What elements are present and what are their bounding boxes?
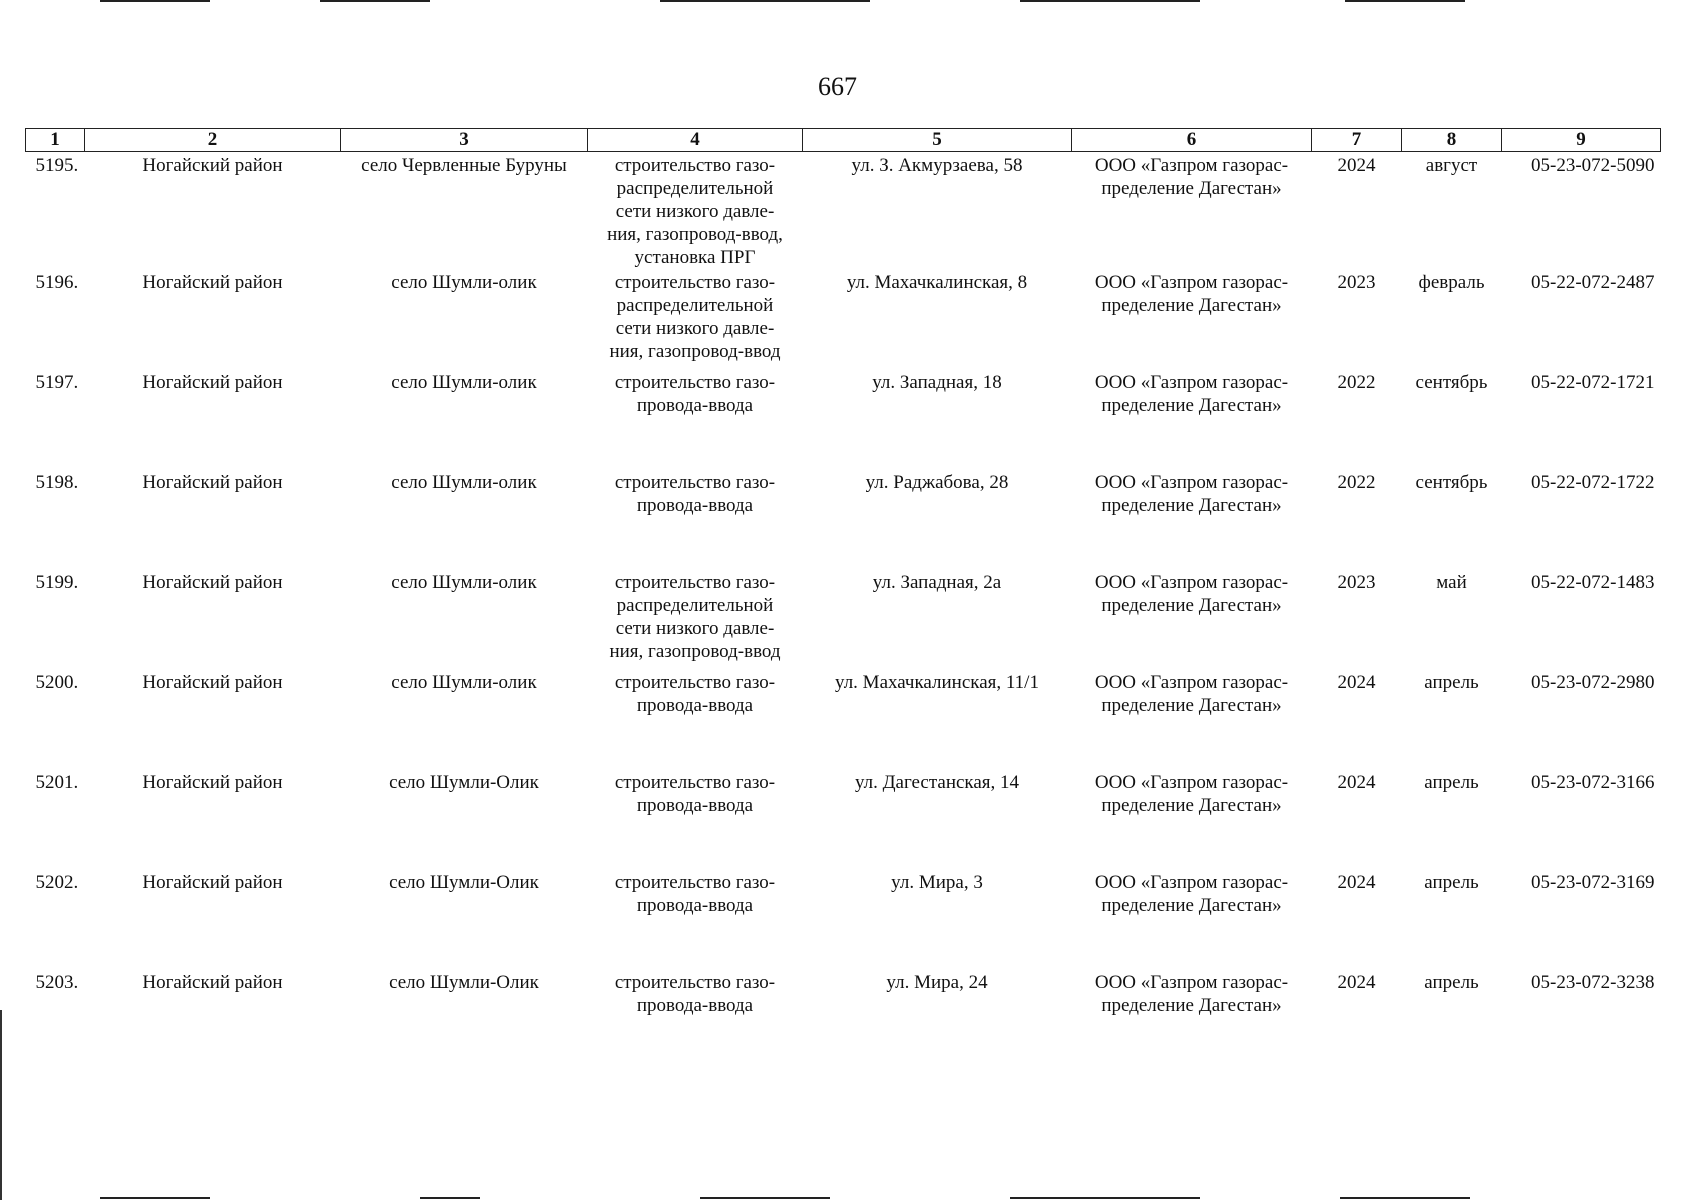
code-cell: 05-23-072-3166 xyxy=(1531,772,1655,793)
organization-cell: ООО «Газпром газорас- пределение Дагестан» xyxy=(1094,872,1289,916)
district-cell: Ногайский район xyxy=(142,155,283,176)
settlement-cell: село Шумли-Олик xyxy=(389,972,539,993)
work-description-cell: строительство газо- распределительной сети низкого давле- ния, газопровод-ввод, установка ПРГ xyxy=(607,155,783,268)
column-header-7: 7 xyxy=(1312,129,1402,152)
month-cell: май xyxy=(1436,572,1467,593)
header-row xyxy=(26,129,1661,152)
district-cell: Ногайский район xyxy=(142,272,283,293)
row-number: 5198. xyxy=(35,472,79,493)
district-cell: Ногайский район xyxy=(142,972,283,993)
month-cell: февраль xyxy=(1418,272,1485,293)
scan-artifact-top-3 xyxy=(660,0,870,2)
table-row xyxy=(26,469,1661,569)
code-cell: 05-23-072-2980 xyxy=(1531,672,1655,693)
registry-table xyxy=(25,128,1661,1069)
code-cell: 05-22-072-2487 xyxy=(1531,272,1655,293)
code-cell: 05-22-072-1721 xyxy=(1531,372,1655,393)
column-header-2: 2 xyxy=(85,129,341,152)
year-cell: 2024 xyxy=(1337,155,1376,176)
scan-artifact-top-2 xyxy=(320,0,430,2)
page-number: 667 xyxy=(818,72,857,101)
work-description-cell: строительство газо- провода-ввода xyxy=(614,372,776,416)
month-cell: сентябрь xyxy=(1415,372,1488,393)
year-cell: 2022 xyxy=(1337,372,1376,393)
table-row xyxy=(26,152,1661,270)
column-header-5: 5 xyxy=(803,129,1072,152)
table-row xyxy=(26,769,1661,869)
organization-cell: ООО «Газпром газорас- пределение Дагестан» xyxy=(1094,972,1289,1016)
table-row xyxy=(26,269,1661,369)
address-cell: ул. Западная, 18 xyxy=(872,372,1002,393)
address-cell: ул. Махачкалинская, 11/1 xyxy=(835,672,1039,693)
year-cell: 2024 xyxy=(1337,772,1376,793)
work-description-cell: строительство газо- провода-ввода xyxy=(614,472,776,516)
district-cell: Ногайский район xyxy=(142,372,283,393)
work-description-cell: строительство газо- провода-ввода xyxy=(614,872,776,916)
address-cell: ул. Дагестанская, 14 xyxy=(854,772,1020,793)
settlement-cell: село Шумли-олик xyxy=(391,572,537,593)
scan-artifact-bottom-2 xyxy=(420,1197,480,1199)
table-row xyxy=(26,569,1661,669)
month-cell: апрель xyxy=(1424,672,1479,693)
scan-artifact-top-1 xyxy=(100,0,210,2)
work-description-cell: строительство газо- провода-ввода xyxy=(614,672,776,716)
organization-cell: ООО «Газпром газорас- пределение Дагестан» xyxy=(1094,372,1289,416)
district-cell: Ногайский район xyxy=(142,672,283,693)
scan-artifact-top-4 xyxy=(1020,0,1200,2)
column-header-1: 1 xyxy=(26,129,85,152)
district-cell: Ногайский район xyxy=(142,572,283,593)
organization-cell: ООО «Газпром газорас- пределение Дагестан» xyxy=(1094,472,1289,516)
work-description-cell: строительство газо- провода-ввода xyxy=(614,972,776,1016)
year-cell: 2024 xyxy=(1337,672,1376,693)
table-row xyxy=(26,369,1661,469)
code-cell: 05-23-072-3169 xyxy=(1531,872,1655,893)
settlement-cell: село Червленные Буруны xyxy=(361,155,567,176)
table-row xyxy=(26,669,1661,769)
row-number: 5200. xyxy=(35,672,79,693)
row-number: 5195. xyxy=(35,155,79,176)
settlement-cell: село Шумли-Олик xyxy=(389,872,539,893)
row-number: 5202. xyxy=(35,872,79,893)
settlement-cell: село Шумли-олик xyxy=(391,472,537,493)
column-header-6: 6 xyxy=(1072,129,1312,152)
year-cell: 2023 xyxy=(1337,272,1376,293)
settlement-cell: село Шумли-олик xyxy=(391,672,537,693)
month-cell: апрель xyxy=(1424,772,1479,793)
scan-artifact-left-edge xyxy=(0,1010,2,1200)
column-header-4: 4 xyxy=(588,129,803,152)
scan-artifact-bottom-1 xyxy=(100,1197,210,1199)
month-cell: август xyxy=(1425,155,1478,176)
table-row xyxy=(26,869,1661,969)
settlement-cell: село Шумли-олик xyxy=(391,272,537,293)
scan-artifact-top-5 xyxy=(1345,0,1465,2)
address-cell: ул. Махачкалинская, 8 xyxy=(846,272,1028,293)
district-cell: Ногайский район xyxy=(142,772,283,793)
month-cell: апрель xyxy=(1424,972,1479,993)
code-cell: 05-23-072-3238 xyxy=(1531,972,1655,993)
organization-cell: ООО «Газпром газорас- пределение Дагестан» xyxy=(1094,272,1289,316)
column-header-3: 3 xyxy=(341,129,588,152)
year-cell: 2023 xyxy=(1337,572,1376,593)
month-cell: сентябрь xyxy=(1415,472,1488,493)
scan-artifact-bottom-4 xyxy=(1010,1197,1200,1199)
district-cell: Ногайский район xyxy=(142,872,283,893)
work-description-cell: строительство газо- распределительной сети низкого давле- ния, газопровод-ввод xyxy=(609,572,781,662)
work-description-cell: строительство газо- распределительной сети низкого давле- ния, газопровод-ввод xyxy=(609,272,781,362)
row-number: 5196. xyxy=(35,272,79,293)
address-cell: ул. Западная, 2а xyxy=(872,572,1002,593)
column-header-9: 9 xyxy=(1502,129,1661,152)
row-number: 5197. xyxy=(35,372,79,393)
settlement-cell: село Шумли-олик xyxy=(391,372,537,393)
organization-cell: ООО «Газпром газорас- пределение Дагестан» xyxy=(1094,572,1289,616)
row-number: 5203. xyxy=(35,972,79,993)
organization-cell: ООО «Газпром газорас- пределение Дагестан» xyxy=(1094,672,1289,716)
address-cell: ул. Раджабова, 28 xyxy=(865,472,1009,493)
code-cell: 05-22-072-1483 xyxy=(1531,572,1655,593)
address-cell: ул. Мира, 3 xyxy=(891,872,983,893)
organization-cell: ООО «Газпром газорас- пределение Дагестан» xyxy=(1094,155,1289,199)
organization-cell: ООО «Газпром газорас- пределение Дагестан» xyxy=(1094,772,1289,816)
address-cell: ул. Мира, 24 xyxy=(886,972,988,993)
table-row xyxy=(26,969,1661,1069)
scan-artifact-bottom-3 xyxy=(700,1197,830,1199)
code-cell: 05-23-072-5090 xyxy=(1531,155,1655,176)
row-number: 5201. xyxy=(35,772,79,793)
district-cell: Ногайский район xyxy=(142,472,283,493)
address-cell: ул. З. Акмурзаева, 58 xyxy=(851,155,1023,176)
year-cell: 2024 xyxy=(1337,872,1376,893)
year-cell: 2024 xyxy=(1337,972,1376,993)
code-cell: 05-22-072-1722 xyxy=(1531,472,1655,493)
scan-artifact-bottom-5 xyxy=(1340,1197,1470,1199)
column-header-8: 8 xyxy=(1402,129,1502,152)
year-cell: 2022 xyxy=(1337,472,1376,493)
month-cell: апрель xyxy=(1424,872,1479,893)
settlement-cell: село Шумли-Олик xyxy=(389,772,539,793)
work-description-cell: строительство газо- провода-ввода xyxy=(614,772,776,816)
row-number: 5199. xyxy=(35,572,79,593)
